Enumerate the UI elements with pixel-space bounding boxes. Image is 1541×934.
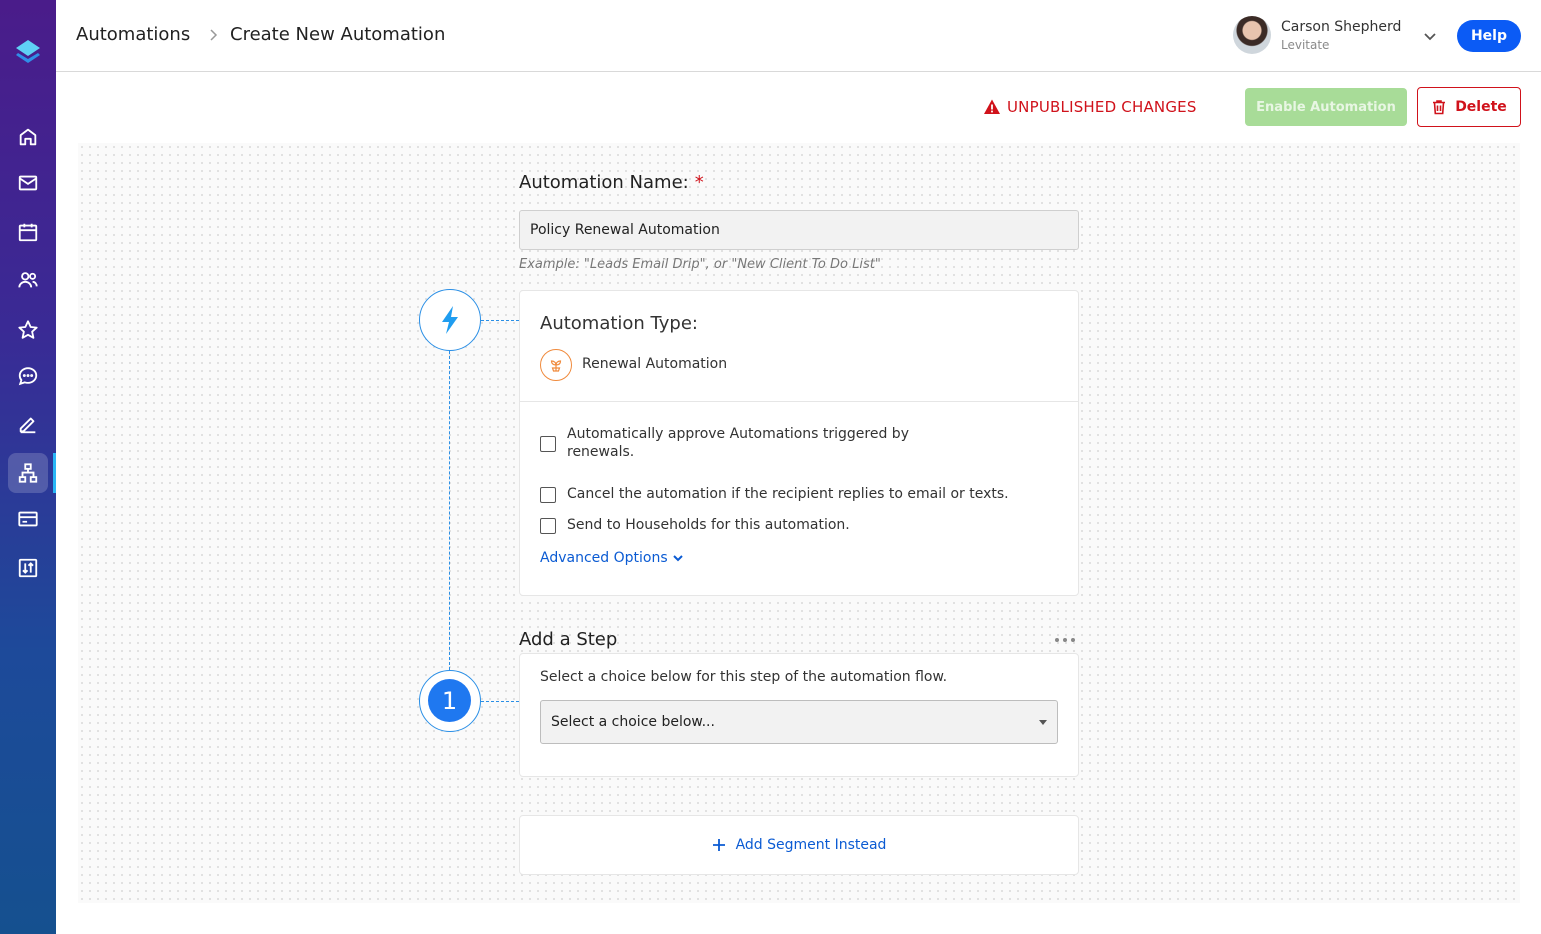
- sidebar-item-import[interactable]: [8, 548, 48, 588]
- automation-name-input[interactable]: [519, 210, 1079, 250]
- star-icon: [17, 319, 39, 341]
- sprout-icon: [548, 357, 564, 373]
- required-mark: *: [694, 172, 704, 193]
- delete-button[interactable]: [1417, 87, 1521, 127]
- lightning-icon: [438, 305, 462, 335]
- chevron-down-icon: [672, 552, 684, 564]
- sidebar-item-automations[interactable]: [8, 453, 48, 493]
- automation-type-card: [519, 290, 1079, 596]
- top-bar: [56, 0, 1541, 72]
- automations-icon: [17, 462, 39, 484]
- plus-icon: [712, 838, 726, 852]
- sidebar-item-calendar[interactable]: [8, 212, 48, 252]
- step-number: 1: [428, 679, 471, 722]
- sidebar-item-billing[interactable]: [8, 499, 48, 539]
- trigger-node[interactable]: [419, 289, 481, 351]
- step-node[interactable]: [419, 670, 481, 732]
- breadcrumb-automations[interactable]: Automations: [76, 24, 191, 45]
- advanced-options-label: Advanced Options: [540, 550, 668, 566]
- auto-approve-checkbox[interactable]: [540, 436, 556, 452]
- add-segment-label: Add Segment Instead: [735, 837, 887, 853]
- sidebar-item-mail[interactable]: [8, 163, 48, 203]
- sidebar-item-favorites[interactable]: [8, 310, 48, 350]
- help-button[interactable]: Help: [1457, 20, 1521, 52]
- automation-type-title: Automation Type:: [540, 313, 698, 334]
- advanced-options-toggle[interactable]: [540, 550, 684, 566]
- user-org: Levitate: [1281, 38, 1330, 52]
- automation-name-example: Example: "Leads Email Drip", or "New Client To Do List": [519, 257, 881, 272]
- more-options-icon[interactable]: [1054, 637, 1076, 643]
- sidebar: [0, 0, 56, 934]
- card-icon: [17, 508, 39, 530]
- send-to-households-checkbox[interactable]: [540, 518, 556, 534]
- add-step-card: [519, 653, 1079, 777]
- flow-connector-vertical: [449, 351, 450, 670]
- unpublished-label: UNPUBLISHED CHANGES: [1007, 98, 1197, 116]
- chevron-right-icon: [206, 27, 220, 43]
- cancel-on-reply-label[interactable]: Cancel the automation if the recipient replies to email or texts.: [567, 486, 1009, 502]
- automation-name-label: [519, 172, 704, 193]
- calendar-icon: [17, 221, 39, 243]
- sidebar-item-compose[interactable]: [8, 404, 48, 444]
- levitate-logo[interactable]: [14, 38, 42, 66]
- trash-icon: [1431, 99, 1447, 115]
- contacts-icon: [17, 269, 39, 291]
- home-icon: [17, 126, 39, 148]
- pen-icon: [17, 413, 39, 435]
- flow-connector-trigger: [481, 320, 519, 321]
- chevron-down-icon[interactable]: [1422, 28, 1438, 44]
- automation-type-name: Renewal Automation: [582, 356, 728, 372]
- auto-approve-label[interactable]: Automatically approve Automations triggered by renewals.: [567, 426, 909, 460]
- caret-down-icon: [1039, 720, 1047, 726]
- cancel-on-reply-checkbox[interactable]: [540, 487, 556, 503]
- mail-icon: [17, 172, 39, 194]
- step-choice-value: Select a choice below...: [551, 714, 715, 730]
- step-choice-select[interactable]: [540, 700, 1058, 744]
- add-segment-button[interactable]: [519, 815, 1079, 875]
- flow-connector-step: [481, 701, 519, 702]
- warning-icon: [983, 98, 1001, 116]
- divider: [520, 401, 1078, 402]
- enable-automation-button[interactable]: Enable Automation: [1245, 88, 1407, 126]
- sidebar-item-contacts[interactable]: [8, 260, 48, 300]
- sidebar-item-home[interactable]: [8, 117, 48, 157]
- add-step-title: Add a Step: [519, 629, 618, 650]
- user-name[interactable]: Carson Shepherd: [1281, 19, 1402, 35]
- delete-label: Delete: [1455, 99, 1507, 115]
- automation-name-label-text: Automation Name:: [519, 172, 689, 193]
- breadcrumb-current: Create New Automation: [230, 24, 446, 45]
- renewal-type-badge: [540, 349, 572, 381]
- sidebar-item-messages[interactable]: [8, 356, 48, 396]
- chat-icon: [17, 365, 39, 387]
- active-indicator: [53, 453, 56, 493]
- step-description: Select a choice below for this step of the automation flow.: [540, 669, 948, 685]
- unpublished-status: [983, 98, 1197, 116]
- avatar[interactable]: [1233, 16, 1271, 54]
- send-to-households-label[interactable]: Send to Households for this automation.: [567, 517, 850, 533]
- import-export-icon: [17, 557, 39, 579]
